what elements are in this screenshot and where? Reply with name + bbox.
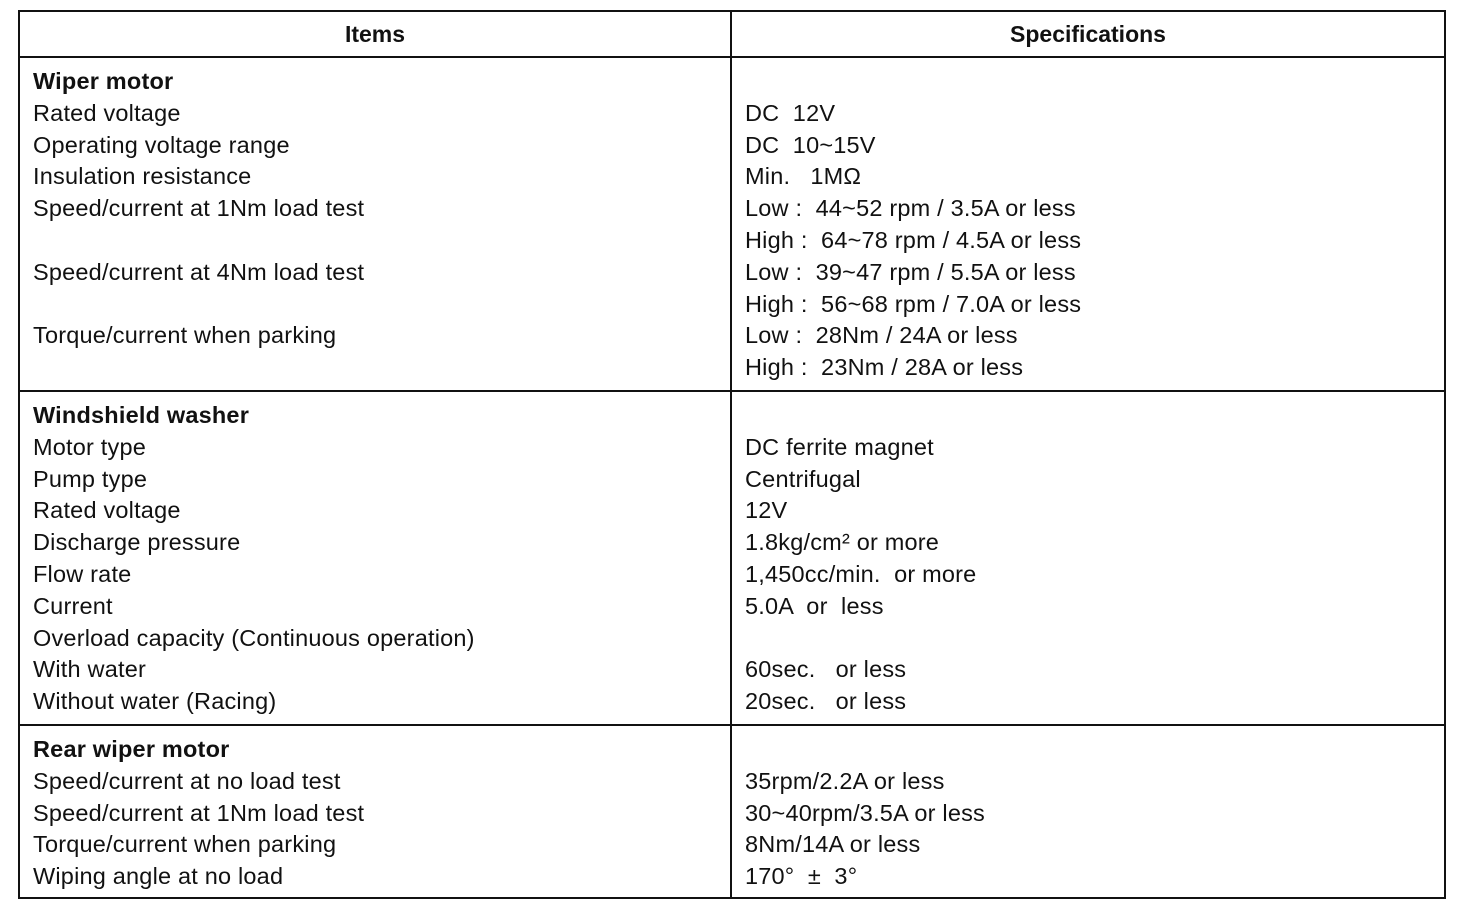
spec-value: 170° ± 3°	[745, 863, 858, 890]
items-cell	[19, 391, 731, 725]
spec-value: 8Nm/14A or less	[745, 831, 921, 858]
item-label: Without water (Racing)	[33, 688, 277, 715]
spec-value: Low : 28Nm / 24A or less	[745, 322, 1018, 349]
section-wiper-motor	[19, 57, 1445, 391]
spec-value: 60sec. or less	[745, 656, 907, 683]
item-label: With water	[33, 656, 146, 683]
section-title: Wiper motor	[33, 68, 174, 94]
spec-value: 5.0A or less	[745, 592, 884, 619]
item-label: Rated voltage	[33, 497, 181, 524]
specifications-table	[18, 10, 1446, 899]
spec-value: High : 23Nm / 28A or less	[745, 354, 1024, 381]
item-label: Torque/current when parking	[33, 831, 337, 858]
specifications-column-header: Specifications	[731, 11, 1445, 57]
item-label: Speed/current at 1Nm load test	[33, 799, 365, 826]
spec-value	[745, 623, 1444, 655]
spec-value: Low : 39~47 rpm / 5.5A or less	[745, 258, 1076, 285]
item-label: Current	[33, 592, 113, 619]
specs-cell	[731, 725, 1445, 898]
section-rear-wiper-motor	[19, 725, 1445, 898]
spec-value: Low : 44~52 rpm / 3.5A or less	[745, 195, 1076, 222]
items-column-header: Items	[19, 11, 731, 57]
spec-value: 1.8kg/cm² or more	[745, 529, 940, 556]
items-cell	[19, 57, 731, 391]
item-label: Overload capacity (Continuous operation)	[33, 624, 475, 651]
specs-cell	[731, 57, 1445, 391]
item-label: Speed/current at no load test	[33, 767, 341, 794]
spec-value: Centrifugal	[745, 465, 861, 492]
section-title: Windshield washer	[33, 401, 250, 428]
item-label: Wiping angle at no load	[33, 863, 284, 890]
spec-value: 30~40rpm/3.5A or less	[745, 799, 985, 826]
spec-value: 35rpm/2.2A or less	[745, 767, 945, 794]
spec-value: High : 64~78 rpm / 4.5A or less	[745, 226, 1082, 253]
item-label: Rated voltage	[33, 99, 181, 126]
item-label: Speed/current at 1Nm load test	[33, 195, 365, 222]
item-label: Motor type	[33, 433, 147, 460]
item-label: Speed/current at 4Nm load test	[33, 258, 365, 285]
spec-value: 1,450cc/min. or more	[745, 560, 977, 587]
section-windshield-washer	[19, 391, 1445, 725]
item-label: Pump type	[33, 465, 148, 492]
item-label: Torque/current when parking	[33, 322, 337, 349]
table-header-row	[19, 11, 1445, 57]
spec-value: High : 56~68 rpm / 7.0A or less	[745, 290, 1082, 317]
spec-value: DC 10~15V	[745, 131, 876, 158]
spec-value: Min. 1MΩ	[745, 163, 862, 190]
item-label: Insulation resistance	[33, 163, 252, 190]
spec-value: DC ferrite magnet	[745, 433, 934, 460]
spec-value: 20sec. or less	[745, 688, 907, 715]
section-title: Rear wiper motor	[33, 735, 230, 762]
items-cell	[19, 725, 731, 898]
item-label: Flow rate	[33, 560, 132, 587]
item-label: Discharge pressure	[33, 529, 241, 556]
spec-value: 12V	[745, 497, 788, 524]
item-label: Operating voltage range	[33, 131, 290, 158]
specs-cell	[731, 391, 1445, 725]
spec-value: DC 12V	[745, 99, 836, 126]
